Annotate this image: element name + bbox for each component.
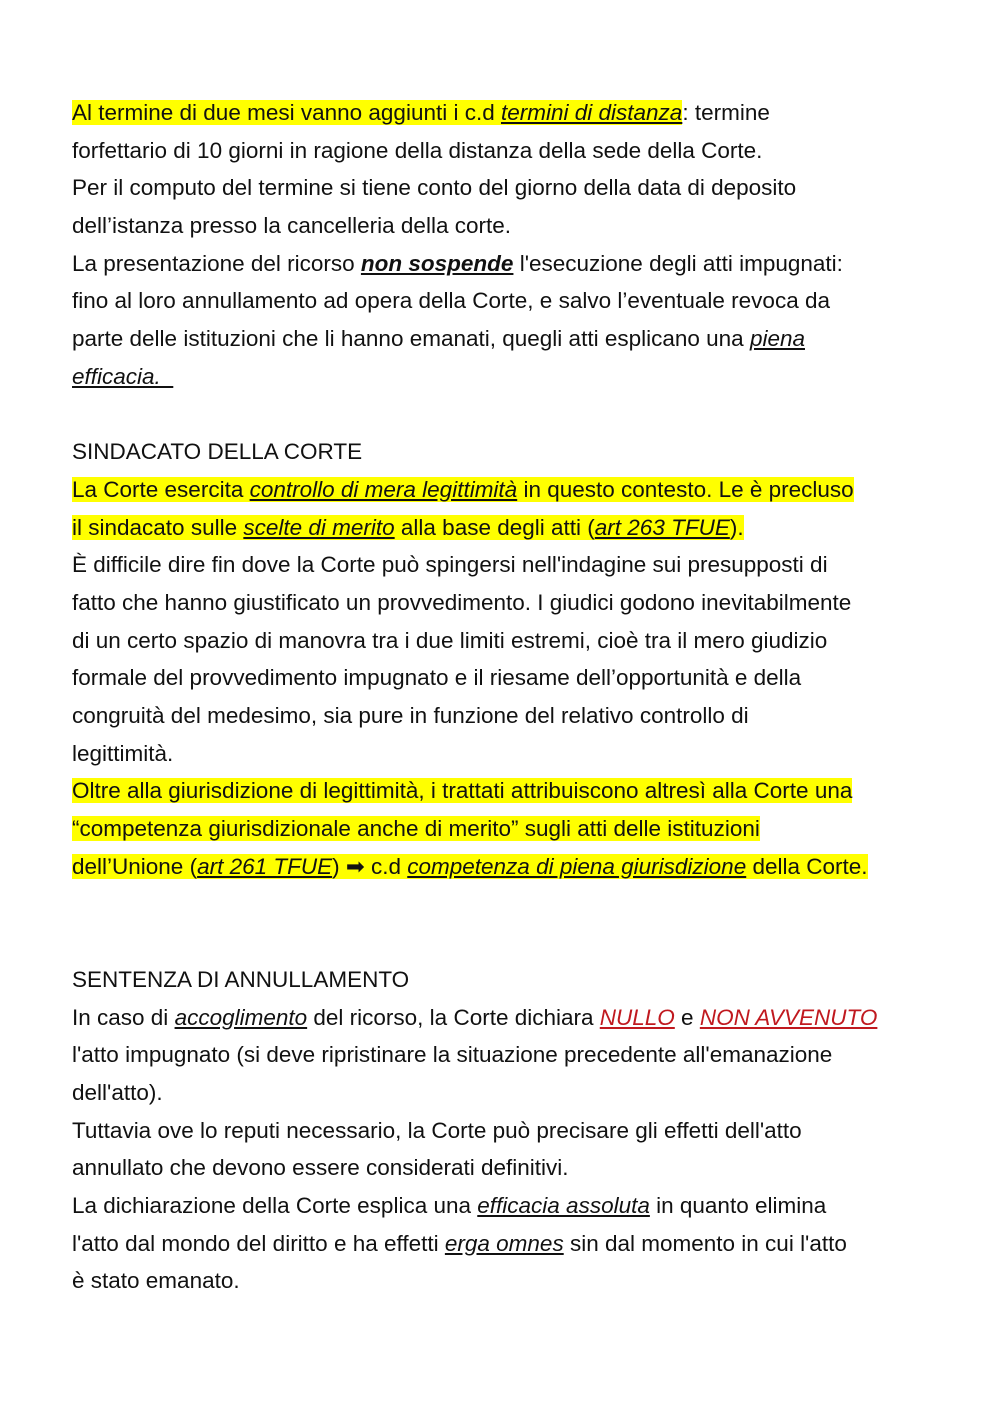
text-line: Tuttavia ove lo reputi necessario, la Corte può precisare gli effetti dell'atto bbox=[72, 1117, 802, 1143]
section-sindacato bbox=[72, 433, 952, 885]
emphasis-efficacia-assoluta: efficacia assoluta bbox=[477, 1192, 650, 1218]
text-line: parte delle istituzioni che li hanno emanati, quegli atti esplicano una piena bbox=[72, 326, 805, 352]
emphasis-piena: piena bbox=[749, 326, 805, 352]
text-line: La dichiarazione della Corte esplica una efficacia assoluta in quanto elimina bbox=[72, 1192, 827, 1218]
blank-line bbox=[72, 885, 952, 923]
text-line: fino al loro annullamento ad opera della Corte, e salvo l’eventuale revoca da bbox=[72, 288, 830, 314]
text-line: fatto che hanno giustificato un provvedimento. I giudici godono inevitabilmente bbox=[72, 589, 852, 615]
text-line bbox=[72, 848, 952, 886]
text-line: legittimità. bbox=[72, 740, 174, 766]
text-line: La presentazione del ricorso non sospende l'esecuzione degli atti impugnati: bbox=[72, 250, 843, 276]
text-line: l'atto dal mondo del diritto e ha effetti erga omnes sin dal momento in cui l'atto bbox=[72, 1230, 847, 1256]
emphasis-accoglimento: accoglimento bbox=[174, 1004, 308, 1030]
highlighted-text: La Corte esercita controllo di mera legittimità in questo contesto. Le è precluso bbox=[72, 476, 854, 502]
emphasis-non-sospende: non sospende bbox=[360, 250, 514, 276]
emphasis-scelte-di-merito: scelte di merito bbox=[243, 514, 395, 540]
text-line: forfettario di 10 giorni in ragione della distanza della sede della Corte. bbox=[72, 137, 763, 163]
emphasis-non-avvenuto: NON AVVENUTO bbox=[699, 1004, 878, 1030]
highlighted-text: dell’Unione (art 261 TFUE) ➡ c.d competenza di piena giurisdizione della Corte. bbox=[72, 853, 868, 879]
text-line bbox=[72, 509, 952, 547]
text-line: Al termine di due mesi vanno aggiunti i c.d termini di distanza: termine bbox=[72, 100, 770, 125]
text-line bbox=[72, 772, 952, 810]
text-line: annullato che devono essere considerati definitivi. bbox=[72, 1155, 569, 1181]
text-line: formale del provvedimento impugnato e il riesame dell’opportunità e della bbox=[72, 665, 802, 691]
reference-art-261: art 261 TFUE bbox=[197, 853, 333, 879]
section-heading: SINDACATO DELLA CORTE bbox=[72, 439, 363, 465]
text-line: è stato emanato. bbox=[72, 1268, 240, 1294]
text-line bbox=[72, 471, 952, 509]
emphasis-piena-giurisdizione: competenza di piena giurisdizione bbox=[407, 853, 747, 879]
text-line: congruità del medesimo, sia pure in funzione del relativo controllo di bbox=[72, 703, 749, 728]
emphasis-nullo: NULLO bbox=[599, 1004, 675, 1030]
text-line: dell’istanza presso la cancelleria della corte. bbox=[72, 213, 511, 239]
text-line: Per il computo del termine si tiene conto del giorno della data di deposito bbox=[72, 175, 797, 201]
text-line: In caso di accoglimento del ricorso, la Corte dichiara NULLO e NON AVVENUTO bbox=[72, 1004, 878, 1030]
paragraph-termini bbox=[72, 94, 952, 396]
emphasis-controllo-legittimita: controllo di mera legittimità bbox=[249, 476, 518, 502]
text-line: l'atto impugnato (si deve ripristinare la situazione precedente all'emanazione bbox=[72, 1042, 833, 1068]
highlighted-text: “competenza giurisdizionale anche di merito” sugli atti delle istituzioni bbox=[72, 816, 760, 842]
highlighted-text: Oltre alla giurisdizione di legittimità, i trattati attribuiscono altresì alla Corte una bbox=[72, 778, 853, 804]
emphasis-erga-omnes: erga omnes bbox=[444, 1230, 564, 1256]
text-line: dell'atto). bbox=[72, 1079, 163, 1105]
section-heading: SENTENZA DI ANNULLAMENTO bbox=[72, 966, 410, 992]
highlighted-text: il sindacato sulle scelte di merito alla base degli atti (art 263 TFUE). bbox=[72, 514, 744, 540]
highlighted-text: Al termine di due mesi vanno aggiunti i c.d termini di distanza bbox=[72, 100, 683, 125]
text-line bbox=[72, 358, 952, 396]
blank-line bbox=[72, 923, 952, 961]
document-page bbox=[72, 94, 952, 1300]
text-line: È difficile dire fin dove la Corte può spingersi nell'indagine sui presupposti di bbox=[72, 552, 828, 578]
text-line: di un certo spazio di manovra tra i due limiti estremi, cioè tra il mero giudizio bbox=[72, 627, 828, 653]
emphasis-efficacia: efficacia. bbox=[72, 363, 174, 389]
text-line bbox=[72, 810, 952, 848]
blank-line bbox=[72, 396, 952, 434]
emphasis-termini-di-distanza: termini di distanza bbox=[500, 100, 683, 125]
reference-art-263: art 263 TFUE bbox=[594, 514, 730, 540]
section-sentenza bbox=[72, 961, 952, 1300]
